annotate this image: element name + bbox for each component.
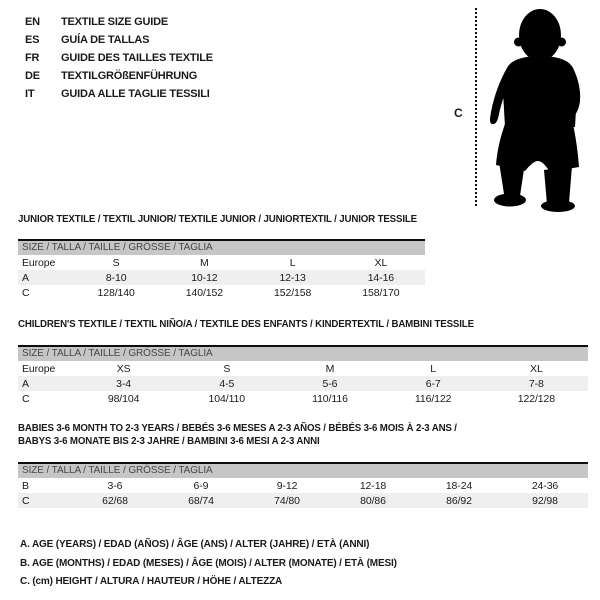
value-cell: 6-7 (382, 376, 485, 391)
value-cell: 80/86 (330, 493, 416, 508)
table-row (18, 391, 588, 406)
size-table (18, 255, 425, 300)
table-row (18, 270, 425, 285)
language-row (25, 67, 213, 85)
value-cell: 14-16 (337, 270, 425, 285)
value-cell: 18-24 (445, 479, 473, 492)
language-code: EN (25, 16, 40, 28)
row-label-cell: B (22, 479, 29, 492)
size-header-bar: SIZE / TALLA / TAILLE / GRÖSSE / TAGLIA (18, 345, 588, 361)
value-cell: 3-4 (72, 376, 175, 391)
value-cell: L (430, 362, 437, 375)
language-title: GUIDE DES TAILLES TEXTILE (61, 52, 213, 64)
size-table (18, 478, 588, 508)
value-cell: 62/68 (72, 493, 158, 508)
value-cell: 110/116 (312, 392, 348, 405)
language-code: ES (25, 34, 40, 46)
section-title-line: CHILDREN'S TEXTILE / TEXTIL NIÑO/A / TEXTILE DES ENFANTS / KINDERTEXTIL / BAMBINI TESSILE (18, 319, 474, 330)
language-code: FR (25, 52, 40, 64)
table-row (18, 255, 425, 270)
language-list (25, 13, 213, 103)
language-title: GUÍA DE TALLAS (61, 34, 150, 46)
section-title (18, 213, 417, 226)
value-cell: 6-9 (193, 479, 209, 492)
value-cell: 4-5 (175, 376, 278, 391)
value-cell: 140/152 (185, 286, 223, 299)
language-title: GUIDA ALLE TAGLIE TESSILI (61, 88, 210, 100)
value-cell: 24-36 (531, 479, 559, 492)
value-cell: 12-13 (249, 270, 337, 285)
value-cell: S (223, 362, 231, 375)
value-cell: 68/74 (158, 493, 244, 508)
value-cell: 86/92 (416, 493, 502, 508)
size-table (18, 361, 588, 406)
language-title: TEXTILE SIZE GUIDE (61, 16, 169, 28)
row-label-cell: C (18, 493, 72, 508)
row-label-cell: C (22, 286, 30, 299)
table-row (18, 361, 588, 376)
section-title-line: BABYS 3-6 MONATE BIS 2-3 JAHRE / BAMBINI 3-6 MESI A 2-3 ANNI (18, 436, 320, 447)
height-measure-label: C (454, 106, 463, 120)
value-cell: 7-8 (485, 376, 588, 391)
section-title (18, 422, 571, 448)
table-row (18, 493, 588, 508)
value-cell: 74/80 (244, 493, 330, 508)
legend-line: A. AGE (YEARS) / EDAD (AÑOS) / ÂGE (ANS) / ALTER (JAHRE) / ETÀ (ANNI) (20, 539, 370, 550)
value-cell: 12-18 (359, 479, 387, 492)
section-title (18, 318, 571, 331)
legend (20, 536, 397, 592)
value-cell: M (200, 256, 209, 269)
legend-line: C. (cm) HEIGHT / ALTURA / HAUTEUR / HÖHE / ALTEZZA (20, 576, 283, 587)
value-cell: 122/128 (517, 392, 555, 405)
language-code: IT (25, 88, 35, 100)
value-cell: XS (116, 362, 131, 375)
value-cell: 10-12 (160, 270, 248, 285)
row-label-cell: Europe (22, 362, 56, 375)
value-cell: 116/122 (414, 392, 452, 405)
value-cell: 128/140 (97, 286, 135, 299)
table-row (18, 478, 588, 493)
value-cell: 152/158 (273, 286, 312, 299)
value-cell: 98/104 (107, 392, 140, 405)
section-title-line: JUNIOR TEXTILE / TEXTIL JUNIOR/ TEXTILE JUNIOR / JUNIORTEXTIL / JUNIOR TESSILE (18, 214, 417, 225)
language-row (25, 31, 213, 49)
size-header-bar: SIZE / TALLA / TAILLE / GRÖSSE / TAGLIA (18, 239, 425, 255)
row-label-cell: Europe (22, 256, 56, 269)
language-row (25, 49, 213, 67)
language-title: TEXTILGRÖßENFÜHRUNG (61, 70, 198, 82)
baby-figure (440, 0, 600, 215)
language-code: DE (25, 70, 40, 82)
value-cell: 5-6 (278, 376, 381, 391)
size-header-bar: SIZE / TALLA / TAILLE / GRÖSSE / TAGLIA (18, 462, 588, 478)
value-cell: 92/98 (502, 493, 588, 508)
value-cell: S (112, 256, 120, 269)
size-section (18, 213, 425, 299)
table-row (18, 376, 588, 391)
row-label-cell: C (22, 392, 30, 405)
value-cell: M (325, 362, 335, 375)
row-label-cell: A (18, 270, 72, 285)
size-table-wrap (18, 239, 425, 300)
value-cell: 3-6 (107, 479, 123, 492)
section-title-line: BABIES 3-6 MONTH TO 2-3 YEARS / BEBÉS 3-6 MESES A 2-3 AÑOS / BÉBÉS 3-6 MOIS À 2-3 ANS / (18, 423, 457, 434)
table-row (18, 285, 425, 300)
value-cell: 158/170 (362, 286, 400, 299)
legend-line: B. AGE (MONTHS) / EDAD (MESES) / ÂGE (MOIS) / ALTER (MONATE) / ETÀ (MESI) (20, 557, 397, 569)
size-table-wrap (18, 345, 588, 406)
value-cell: L (289, 256, 296, 269)
language-row (25, 13, 213, 31)
value-cell: 104/110 (208, 392, 246, 405)
baby-silhouette-icon (478, 2, 600, 214)
size-section (18, 318, 588, 405)
value-cell: 8-10 (72, 270, 160, 285)
value-cell: XL (374, 256, 388, 269)
size-section (18, 422, 588, 507)
value-cell: 9-12 (276, 479, 298, 492)
size-table-wrap (18, 462, 588, 508)
row-label-cell: A (18, 376, 72, 391)
value-cell: XL (530, 362, 543, 375)
language-row (25, 85, 213, 103)
height-measure-dotted-line (475, 8, 477, 206)
